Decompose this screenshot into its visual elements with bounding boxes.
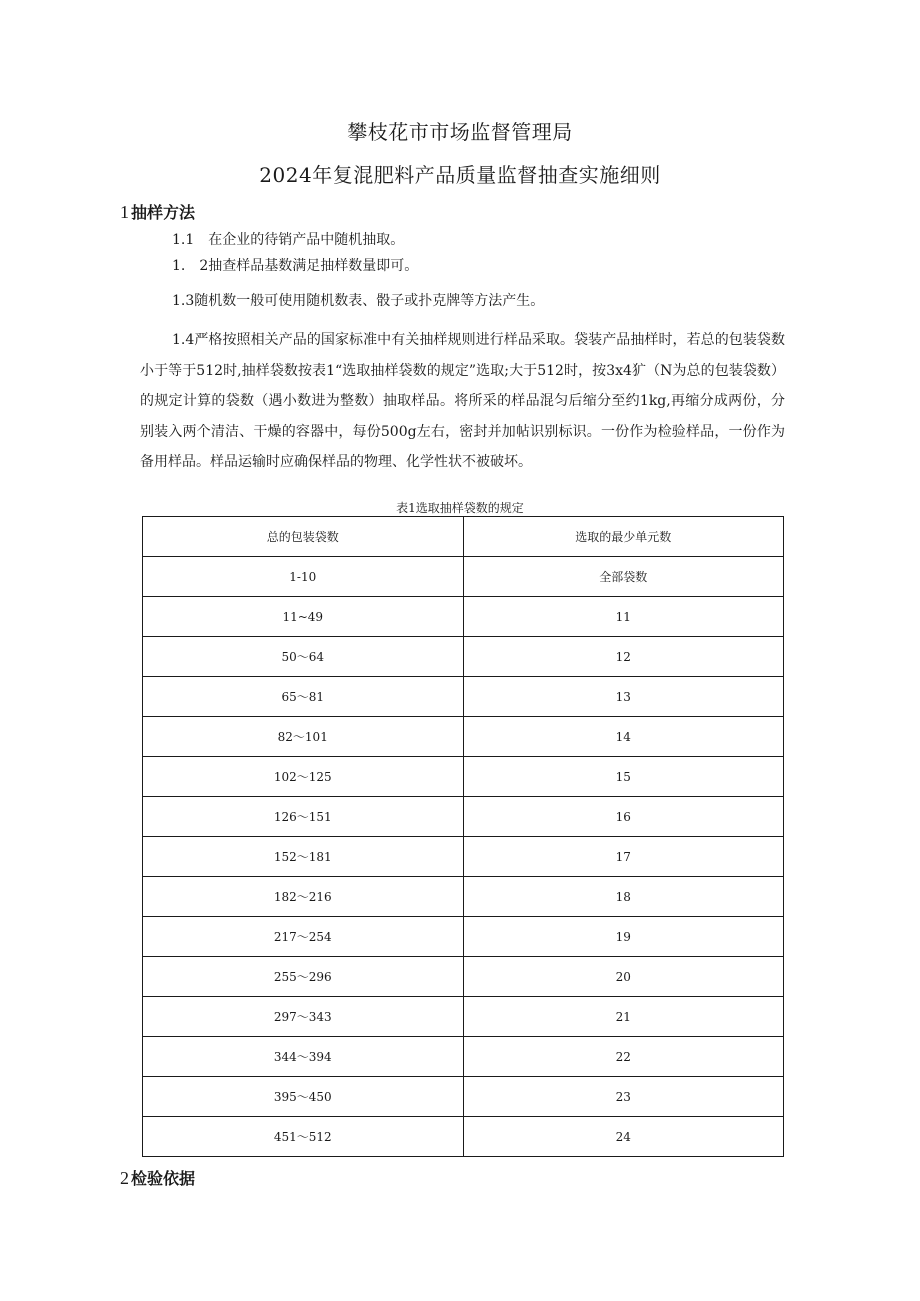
- cell-min-units: 16: [463, 797, 784, 837]
- cell-min-units: 13: [463, 677, 784, 717]
- table-row: [143, 637, 784, 677]
- table-row: [143, 557, 784, 597]
- cell-total-bags: 297～343: [143, 997, 464, 1037]
- section-1-number: 1: [120, 202, 129, 222]
- cell-min-units: 24: [463, 1117, 784, 1157]
- cell-total-bags: 451～512: [143, 1117, 464, 1157]
- cell-min-units: 11: [463, 597, 784, 637]
- table-row: [143, 957, 784, 997]
- cell-min-units: 21: [463, 997, 784, 1037]
- column-header-total-bags: 总的包装袋数: [143, 517, 464, 557]
- cell-total-bags: 255～296: [143, 957, 464, 997]
- cell-total-bags: 65～81: [143, 677, 464, 717]
- document-title-main: 2024年复混肥料产品质量监督抽查实施细则: [259, 163, 661, 187]
- section-1-title: 抽样方法: [131, 203, 196, 222]
- cell-total-bags: 344～394: [143, 1037, 464, 1077]
- clause-1-1: 1.1 在企业的待销产品中随机抽取。: [172, 232, 405, 248]
- cell-min-units: 20: [463, 957, 784, 997]
- cell-total-bags: 102～125: [143, 757, 464, 797]
- cell-total-bags: 50～64: [143, 637, 464, 677]
- cell-total-bags: 395～450: [143, 1077, 464, 1117]
- table-row: [143, 757, 784, 797]
- section-2-heading: [120, 1166, 195, 1189]
- section-1-heading: [120, 200, 195, 223]
- clause-1-3: 1.3随机数一般可使用随机数表、骰子或扑克牌等方法产生。: [172, 293, 545, 309]
- table-row: [143, 1117, 784, 1157]
- document-title-agency: 攀枝花市市场监督管理局: [347, 120, 573, 144]
- sampling-bags-table: [142, 516, 784, 1157]
- cell-min-units: 19: [463, 917, 784, 957]
- table-row: [143, 717, 784, 757]
- cell-total-bags: 126～151: [143, 797, 464, 837]
- cell-min-units: 全部袋数: [463, 557, 784, 597]
- cell-total-bags: 11~49: [143, 597, 464, 637]
- cell-total-bags: 182～216: [143, 877, 464, 917]
- table-row: [143, 1077, 784, 1117]
- cell-min-units: 22: [463, 1037, 784, 1077]
- column-header-min-units: 选取的最少单元数: [463, 517, 784, 557]
- table-header-row: [143, 517, 784, 557]
- cell-total-bags: 217～254: [143, 917, 464, 957]
- clause-1-4-paragraph: 1.4严格按照相关产品的国家标准中有关抽样规则进行样品采取。袋装产品抽样时，若总的包装袋数小于等于512时,抽样袋数按表1“选取抽样袋数的规定”选取;大于512时，按3x4犷（N为总的包装袋数）的规定计算的袋数（遇小数进为整数）抽取样品。将所采的样品混匀后缩分至约1kg,再缩分成两份，分别装入两个清洁、干燥的容器中，每份500g左右，密封并加帖识别标识。一份作为检验样品，一份作为备用样品。样品运输时应确保样品的物理、化学性状不被破坏。: [140, 332, 785, 470]
- cell-min-units: 15: [463, 757, 784, 797]
- cell-min-units: 17: [463, 837, 784, 877]
- table-row: [143, 597, 784, 637]
- table-caption: 表1选取抽样袋数的规定: [396, 501, 524, 515]
- section-2-title: 检验依据: [131, 1169, 196, 1188]
- table-row: [143, 797, 784, 837]
- table-row: [143, 837, 784, 877]
- cell-min-units: 14: [463, 717, 784, 757]
- cell-total-bags: 82～101: [143, 717, 464, 757]
- table-row: [143, 877, 784, 917]
- cell-min-units: 12: [463, 637, 784, 677]
- cell-total-bags: 152～181: [143, 837, 464, 877]
- clause-1-2: 1. 2抽查样品基数满足抽样数量即可。: [172, 258, 419, 274]
- cell-total-bags: 1-10: [143, 557, 464, 597]
- cell-min-units: 23: [463, 1077, 784, 1117]
- table-row: [143, 997, 784, 1037]
- table-row: [143, 917, 784, 957]
- cell-min-units: 18: [463, 877, 784, 917]
- table-row: [143, 677, 784, 717]
- section-2-number: 2: [120, 1168, 129, 1188]
- table-row: [143, 1037, 784, 1077]
